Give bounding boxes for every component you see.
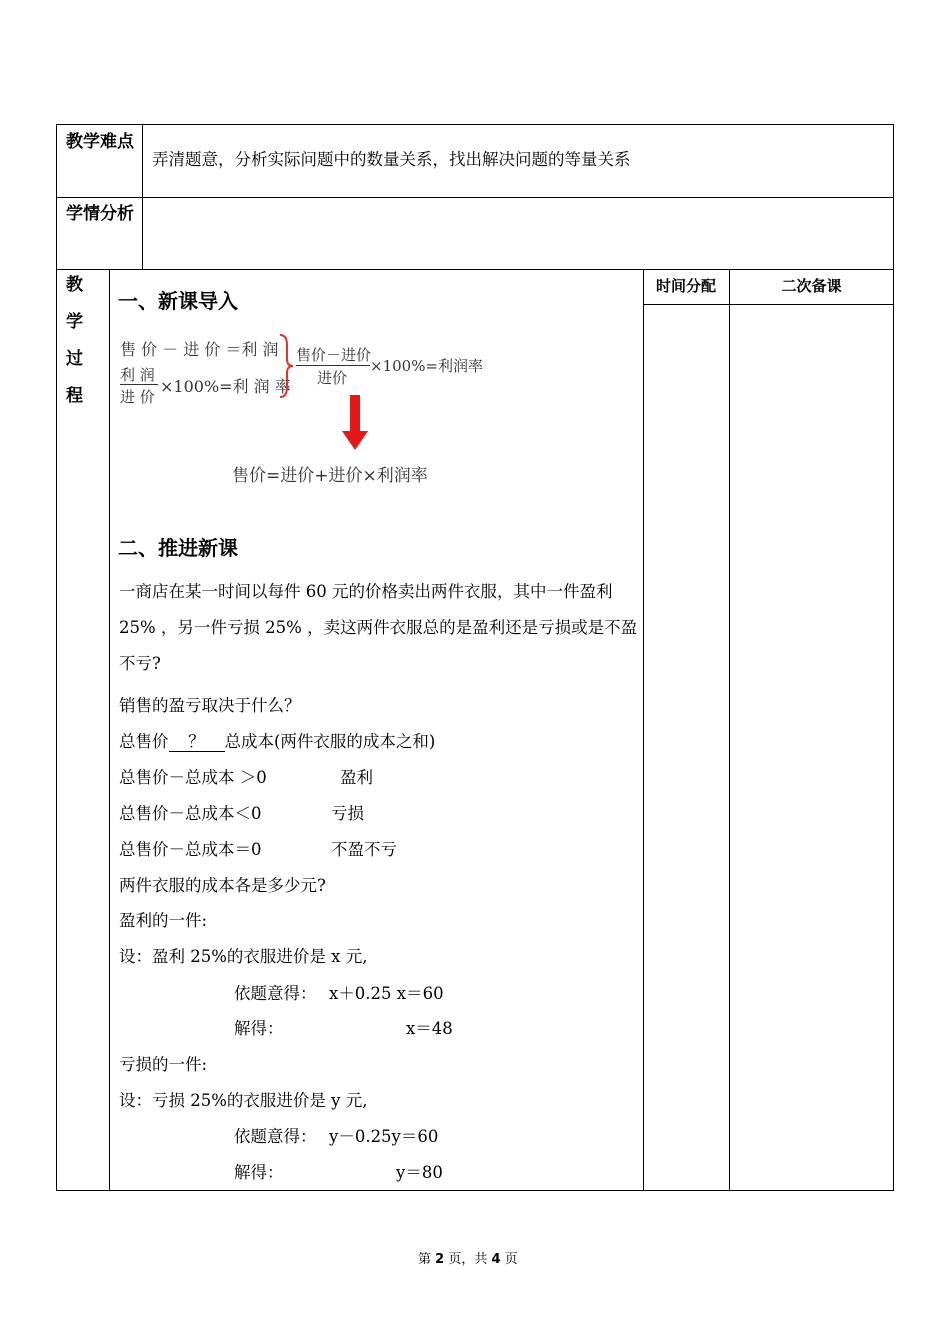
prep-column-divider — [729, 269, 730, 1191]
condition-result: 不盈不亏 — [331, 840, 397, 859]
condition-expr: 总售价－总成本＜0 — [119, 804, 262, 823]
compare-prefix: 总售价 — [119, 732, 169, 751]
formula-fraction-denominator: 进 价 — [120, 388, 155, 406]
row-divider — [56, 197, 894, 198]
row-label-student-analysis: 学情分析 — [66, 204, 134, 224]
time-column-divider — [643, 269, 644, 1191]
formula-right-tail: ×100%=利润率 — [370, 357, 484, 375]
row-label-difficulty: 教学难点 — [66, 132, 134, 152]
profit-solution: x＝48 — [406, 1019, 453, 1038]
time-allocation-header: 时间分配 — [655, 277, 716, 295]
fraction-bar — [296, 365, 370, 366]
footer-page-number: 2 — [435, 1252, 445, 1267]
formula-line-1: 售 价 － 进 价 ＝利 润 — [120, 340, 279, 359]
secondary-prep-header: 二次备课 — [781, 277, 842, 295]
profit-item-setup: 设：盈利 25%的衣服进价是 x 元, — [119, 947, 368, 966]
difficulty-content: 弄清题意，分析实际问题中的数量关系，找出解决问题的等量关系 — [152, 150, 631, 169]
fraction-bar — [120, 384, 158, 385]
loss-eq-label: 依题意得： — [234, 1127, 317, 1146]
question-text: 销售的盈亏取决于什么？ — [119, 696, 301, 715]
formula-right-denominator: 进价 — [317, 369, 348, 387]
profit-item-title: 盈利的一件: — [119, 911, 208, 930]
row-divider — [56, 269, 894, 270]
label-column-divider — [142, 124, 143, 269]
formula-fraction-tail: ×100%=利 润 率 — [160, 377, 291, 396]
page-footer — [418, 1248, 518, 1267]
footer-mid: 页，共 — [448, 1252, 488, 1267]
condition-result: 盈利 — [340, 768, 373, 787]
compare-blank: ？ — [169, 733, 225, 752]
condition-expr: 总售价－总成本 ＞0 — [119, 768, 267, 787]
footer-pre: 第 — [418, 1252, 432, 1267]
formula-fraction-numerator: 利 润 — [120, 366, 155, 384]
condition-result: 亏损 — [331, 804, 364, 823]
condition-expr: 总售价－总成本＝0 — [119, 840, 262, 859]
profit-equation: x＋0.25 x＝60 — [329, 984, 444, 1003]
section-heading-new-lesson: 二、推进新课 — [118, 536, 238, 560]
cost-question: 两件衣服的成本各是多少元? — [119, 876, 326, 895]
curly-brace — [278, 333, 294, 399]
loss-sol-label: 解得： — [234, 1163, 284, 1182]
loss-equation: y－0.25y＝60 — [329, 1127, 439, 1146]
compare-suffix: 总成本(两件衣服的成本之和) — [224, 732, 436, 751]
table-left-border — [56, 124, 57, 1191]
formula-right-numerator: 售价－进价 — [296, 346, 372, 364]
loss-solution: y＝80 — [396, 1163, 443, 1182]
compare-line — [119, 728, 435, 752]
loss-item-title: 亏损的一件: — [119, 1055, 208, 1074]
process-column-divider — [109, 269, 110, 1191]
down-arrow-icon — [340, 395, 370, 451]
process-label: 教学过程 — [66, 275, 83, 406]
loss-item-setup: 设：亏损 25%的衣服进价是 y 元, — [119, 1091, 368, 1110]
formula-result: 售价=进价+进价×利润率 — [232, 466, 428, 486]
footer-total-pages: 4 — [491, 1252, 501, 1267]
table-bottom-border — [56, 1190, 894, 1191]
profit-eq-label: 依题意得： — [234, 984, 317, 1003]
profit-sol-label: 解得： — [234, 1019, 284, 1038]
header-divider — [643, 304, 894, 305]
section-heading-intro: 一、新课导入 — [118, 289, 238, 313]
problem-text: 一商店在某一时间以每件 60 元的价格卖出两件衣服，其中一件盈利 25% ，另一件亏损 25% ，卖这两件衣服总的是盈利还是亏损或是不盈不亏? — [119, 582, 638, 673]
footer-post: 页 — [504, 1252, 518, 1267]
table-top-border — [56, 124, 894, 125]
